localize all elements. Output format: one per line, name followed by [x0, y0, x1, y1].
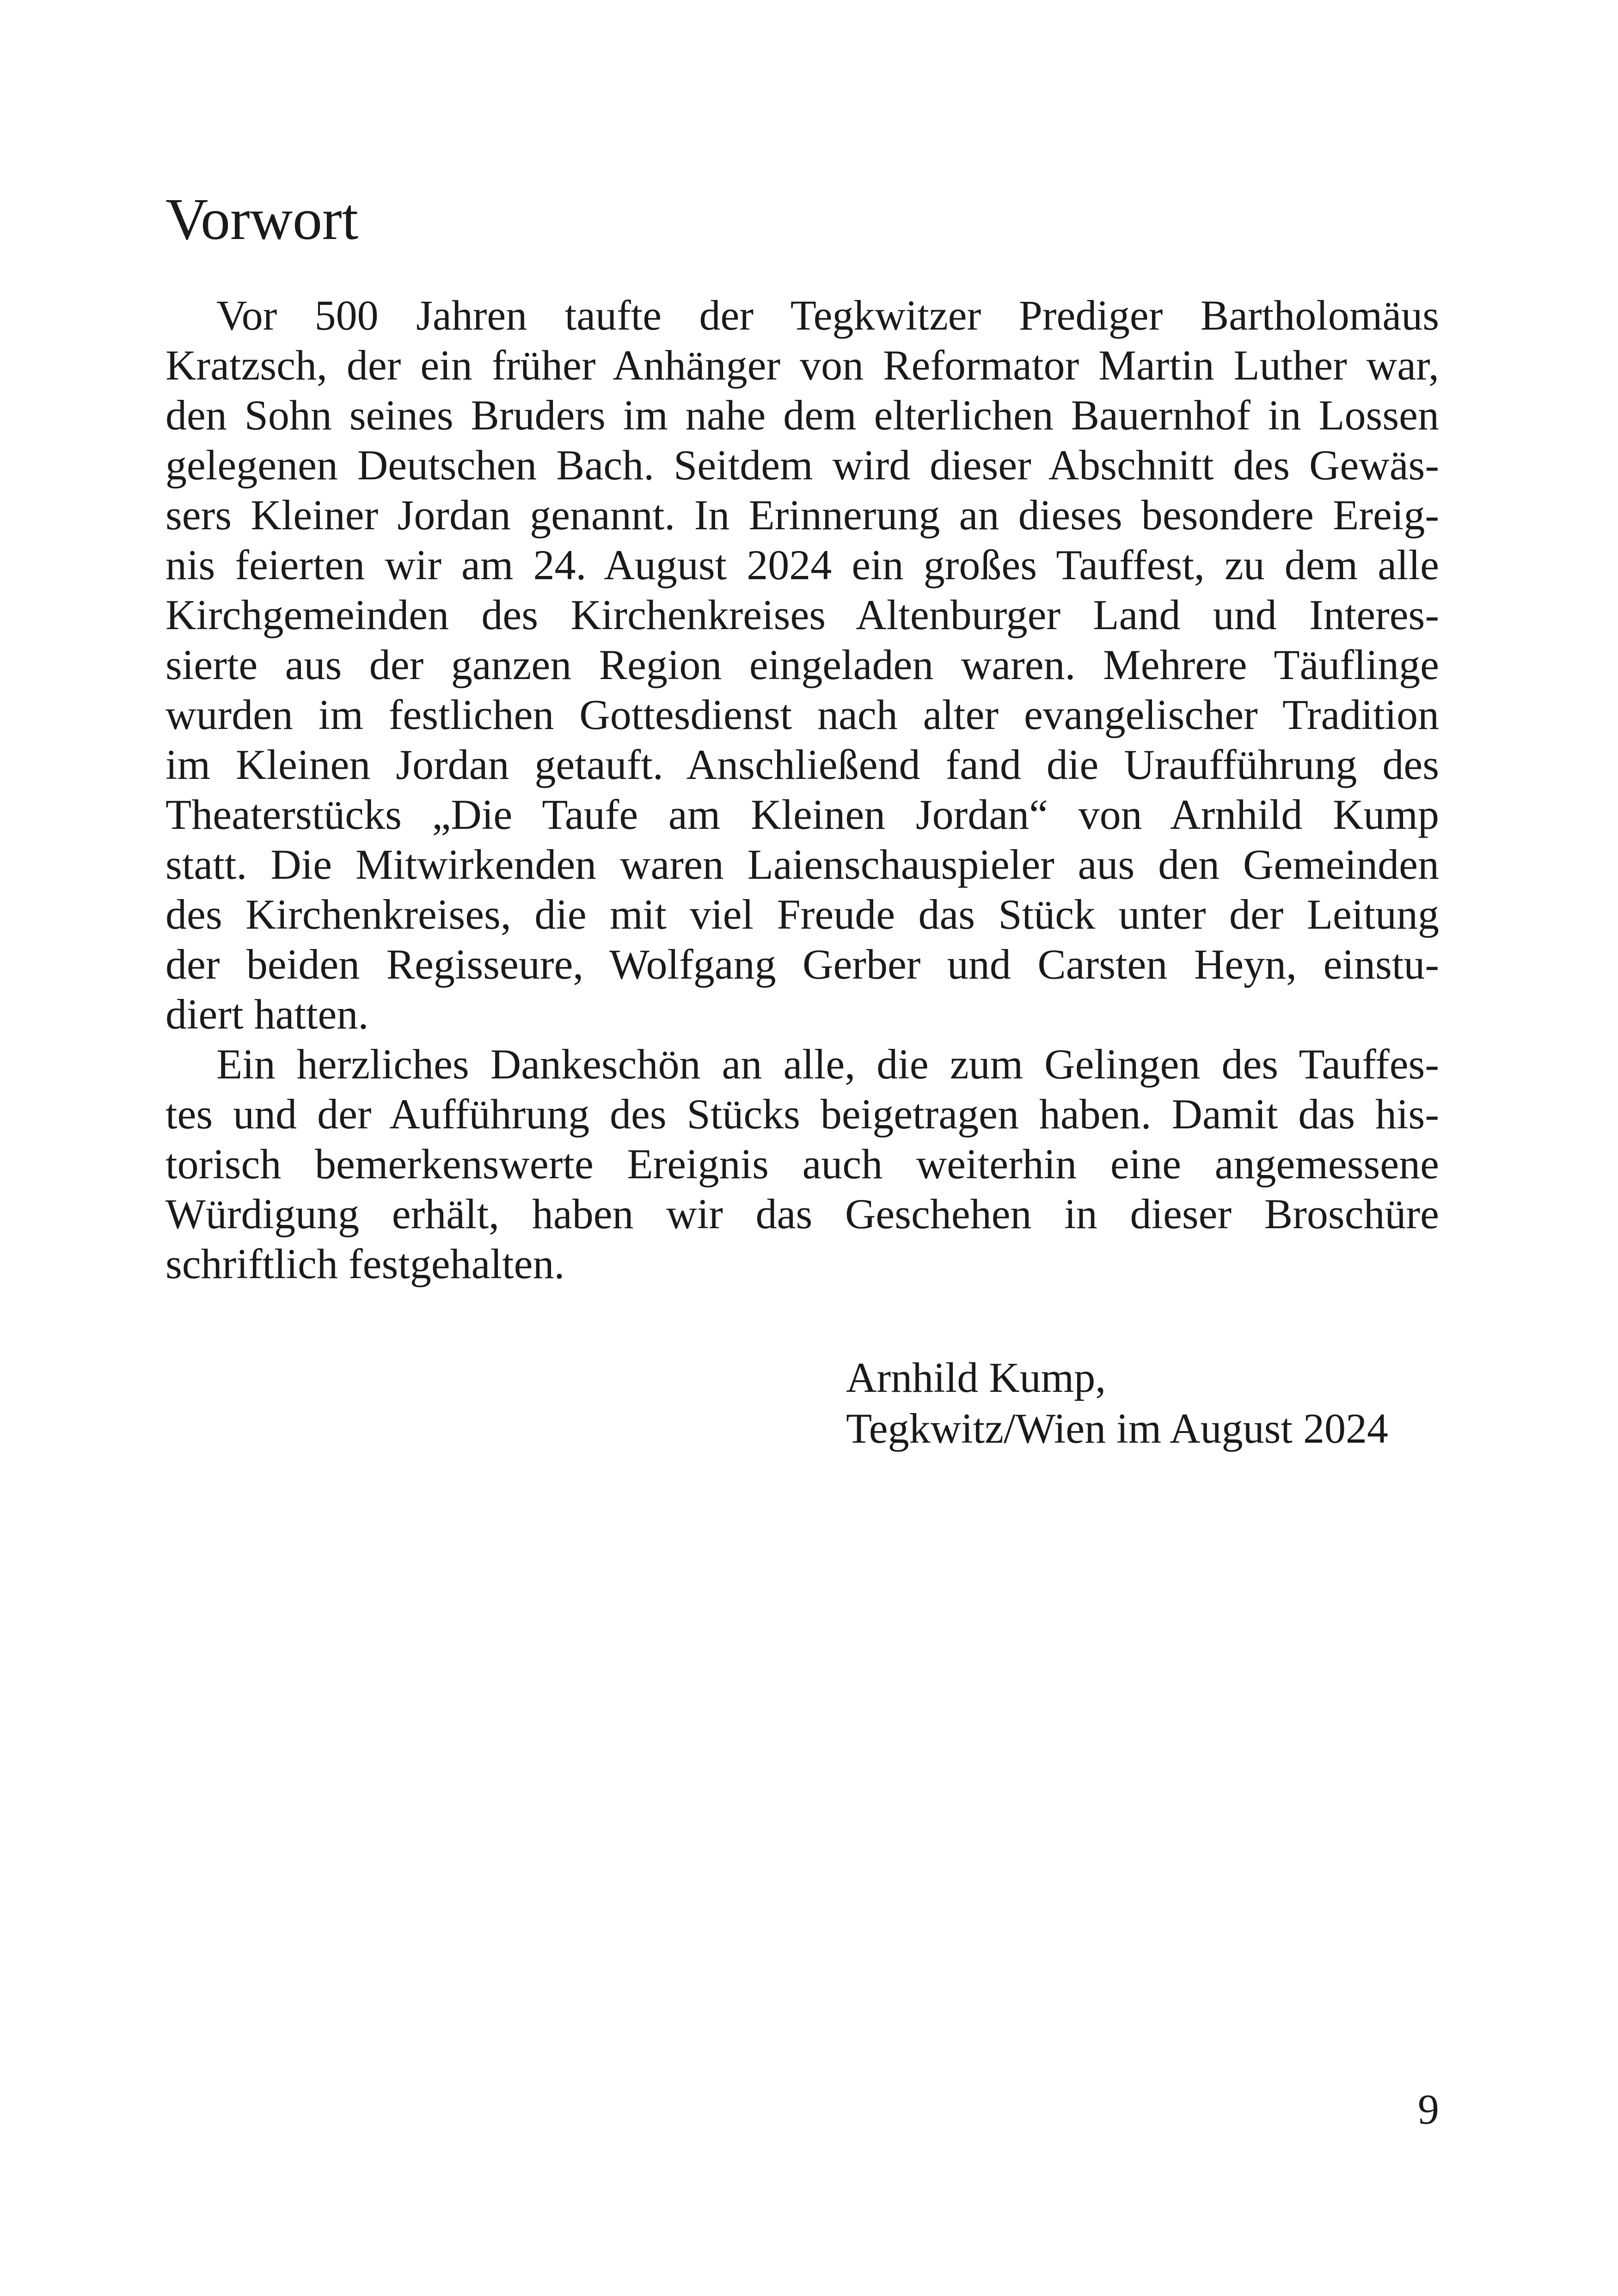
text-line: sers Kleiner Jordan genannt. In Erinnerung an dieses besondere Ereig-	[165, 491, 1439, 539]
text-line: diert hatten.	[165, 991, 369, 1038]
signature-name: Arnhild Kump,	[846, 1354, 1106, 1401]
text-line: Vor 500 Jahren taufte der Tegkwitzer Prediger Bartholomäus	[216, 292, 1439, 339]
text-line: Kirchgemeinden des Kirchenkreises Altenburger Land und Interes-	[165, 591, 1439, 638]
text-line: wurden im festlichen Gottesdienst nach alter evangelischer Tradition	[165, 691, 1439, 738]
text-line: torisch bemerkenswerte Ereignis auch weiterhin eine angemessene	[165, 1140, 1439, 1188]
page-title: Vorwort	[165, 186, 359, 252]
text-line: Würdigung erhält, haben wir das Geschehen in dieser Broschüre	[165, 1190, 1439, 1237]
text-line: der beiden Regisseure, Wolfgang Gerber und Carsten Heyn, einstu-	[165, 941, 1439, 988]
text-line: im Kleinen Jordan getauft. Anschließend fand die Uraufführung des	[165, 741, 1439, 788]
text-line: sierte aus der ganzen Region eingeladen waren. Mehrere Täuflinge	[165, 641, 1439, 688]
text-line: des Kirchenkreises, die mit viel Freude das Stück unter der Leitung	[165, 891, 1439, 938]
text-line: Theaterstücks „Die Taufe am Kleinen Jordan“ von Arnhild Kump	[165, 791, 1439, 838]
text-line: den Sohn seines Bruders im nahe dem elterlichen Bauernhof in Lossen	[165, 392, 1439, 439]
text-line: schriftlich festgehalten.	[165, 1240, 565, 1287]
text-line: statt. Die Mitwirkenden waren Laienschauspieler aus den Gemeinden	[165, 841, 1439, 888]
text-line: Ein herzliches Dankeschön an alle, die zum Gelingen des Tauffes-	[216, 1041, 1439, 1088]
text-line: Kratzsch, der ein früher Anhänger von Reformator Martin Luther war,	[165, 342, 1439, 389]
text-line: gelegenen Deutschen Bach. Seitdem wird dieser Abschnitt des Gewäs-	[165, 441, 1439, 489]
text-line: nis feierten wir am 24. August 2024 ein großes Tauffest, zu dem alle	[165, 541, 1439, 588]
signature-place-date: Tegkwitz/Wien im August 2024	[846, 1405, 1388, 1452]
text-line: tes und der Aufführung des Stücks beigetragen haben. Damit das his-	[165, 1090, 1439, 1138]
page-number: 9	[1418, 2086, 1439, 2133]
